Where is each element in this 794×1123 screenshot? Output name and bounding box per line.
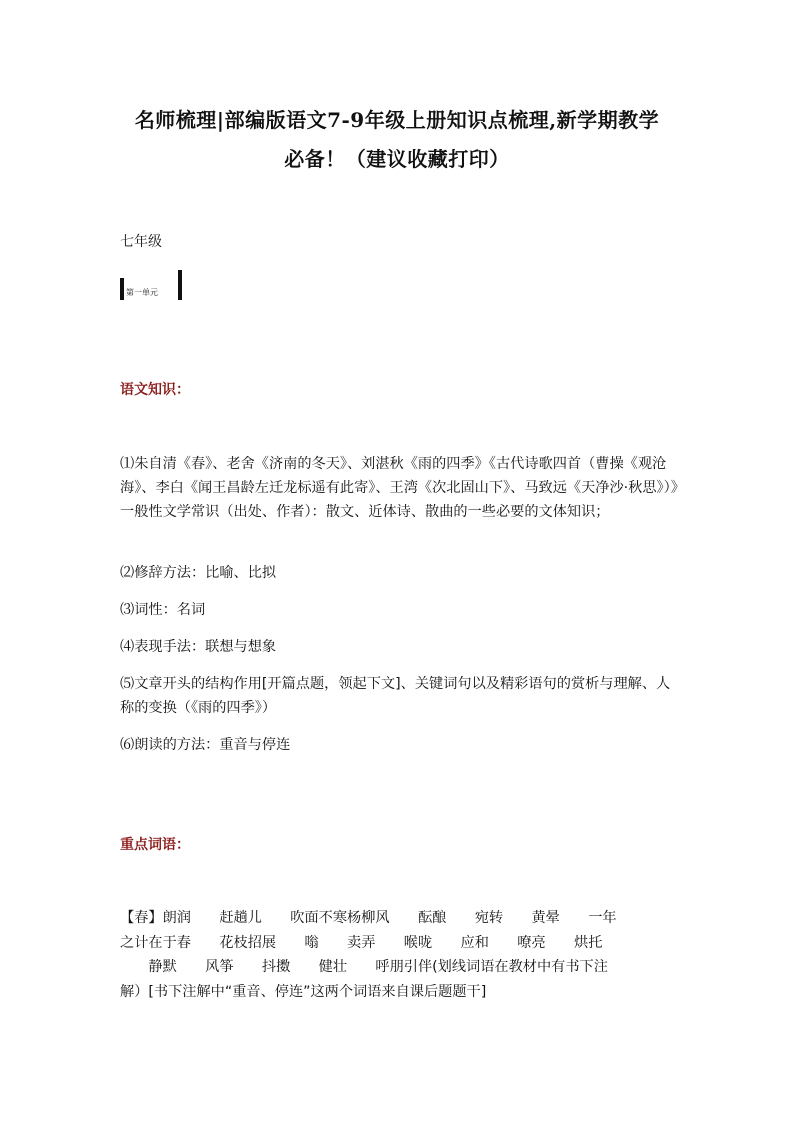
vocab-line: 【春】朗润 赶趟儿 吹面不寒杨柳风 酝酿 宛转 黄晕 一年 [120, 910, 617, 926]
vocab-line: 静默 风筝 抖擞 健壮 呼朋引伴(划线词语在教材中有书下注 [120, 959, 608, 975]
knowledge-item-4: ⑷表现手法：联想与想象 [120, 639, 277, 655]
grade-label: 七年级 [120, 234, 162, 250]
knowledge-item-1: ⑴朱自清《春》、老舍《济南的冬天》、刘湛秋《雨的四季》《古代诗歌四首（曹操《观沧海》、李白《闻王昌龄左迁龙标遥有此寄》、王湾《次北固山下》、马致远《天净沙·秋思》）》一般性文学常识（出处、作者）：散文、近体诗、散曲的一些必要的文体知识； [120, 456, 678, 520]
vocab-heading: 重点词语： [120, 837, 190, 853]
unit-badge-text: 第一单元 [126, 288, 158, 297]
vocab-line: 之计在于春 花枝招展 嗡 卖弄 喉咙 应和 嘹亮 烘托 [120, 934, 603, 951]
badge-bar-right [178, 270, 182, 300]
vocab-block [120, 906, 680, 1004]
knowledge-item-5: ⑸文章开头的结构作用[开篇点题，领起下文]、关键词句以及精彩语句的赏析与理解、人称的变换（《雨的四季》） [120, 676, 671, 716]
unit-badge [120, 270, 182, 302]
page-title-line-1: 名师梳理|部编版语文7-9年级上册知识点梳理,新学期教学 [134, 108, 660, 132]
knowledge-item-2: ⑵修辞方法：比喻、比拟 [120, 565, 277, 581]
knowledge-item-3: ⑶词性：名词 [120, 602, 206, 618]
page-title-line-2: 必备！（建议收藏打印） [284, 147, 510, 171]
knowledge-item-6: ⑹朗读的方法：重音与停连 [120, 737, 291, 753]
badge-bar-left [120, 278, 124, 300]
knowledge-heading: 语文知识： [120, 382, 190, 398]
vocab-line: 解）[书下注解中“重音、停连”这两个词语来自课后题题干] [120, 983, 487, 1000]
